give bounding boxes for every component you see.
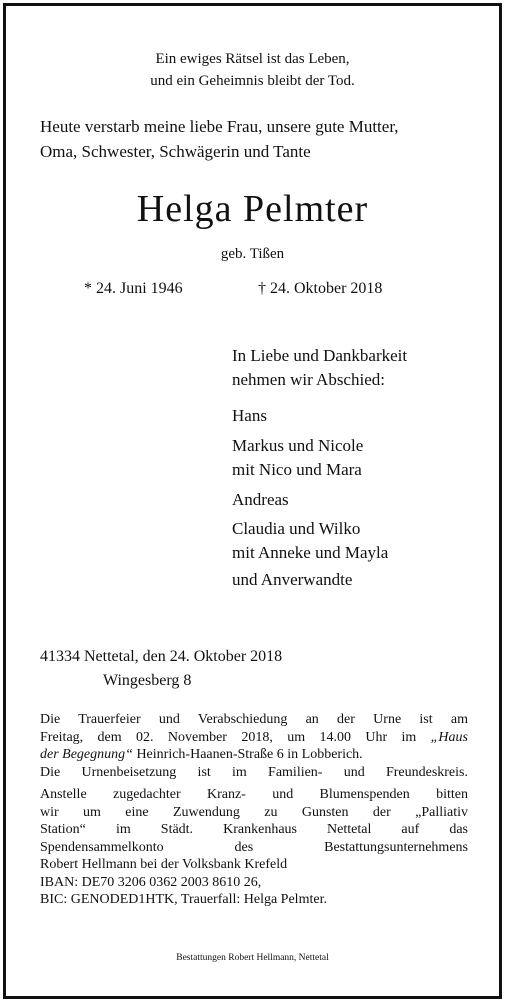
deceased-name: Helga Pelmter xyxy=(136,188,369,230)
motto-line-1: Ein ewiges Rätsel ist das Leben, xyxy=(155,51,350,67)
intro-line-2: Oma, Schwester, Schwägerin und Tante xyxy=(40,142,311,161)
donation-line-3: Station“ im Städt. Krankenhaus Nettetal auf das xyxy=(40,822,468,837)
place-date: 41334 Nettetal, den 24. Oktober 2018 xyxy=(40,648,283,665)
mourner-name: Hans xyxy=(232,406,267,425)
ceremony-line-4: Die Urnenbeisetzung ist im Familien- und Freundeskreis. xyxy=(40,765,468,780)
iban-line: IBAN: DE70 3206 0362 2003 8610 26, xyxy=(40,875,262,890)
donation-line-1: Anstelle zugedachter Kranz- und Blumenspenden bitten xyxy=(40,787,468,802)
mourner-name: mit Nico und Mara xyxy=(232,460,362,479)
donation-line-5: Robert Hellmann bei der Volksbank Krefeld xyxy=(40,857,288,872)
mourner-name: und Anverwandte xyxy=(232,570,353,589)
donation-line-4: Spendensammelkonto des Bestattungsunternehmens xyxy=(40,840,468,855)
ceremony-line-2 xyxy=(40,729,468,747)
bic-line: BIC: GENODED1HTK, Trauerfall: Helga Pelmter. xyxy=(40,892,327,907)
ceremony-line-1: Die Trauerfeier und Verabschiedung an der Urne ist am xyxy=(40,712,468,727)
address: Wingesberg 8 xyxy=(103,672,192,689)
farewell-line-1: In Liebe und Dankbarkeit xyxy=(232,346,408,365)
venue-name-start: „Haus xyxy=(430,730,468,745)
intro-line-1: Heute verstarb meine liebe Frau, unsere gute Mutter, xyxy=(40,117,399,136)
ceremony-line-3 xyxy=(40,746,363,764)
funeral-home-footer: Bestattungen Robert Hellmann, Nettetal xyxy=(176,953,329,963)
birth-date: * 24. Juni 1946 xyxy=(84,280,183,297)
motto-line-2: und ein Geheimnis bleibt der Tod. xyxy=(150,73,355,89)
venue-name-end: der Begegnung“ xyxy=(40,747,133,762)
donation-line-2: wir um eine Zuwendung zu Gunsten der „Palliativ xyxy=(40,805,468,820)
farewell-line-2: nehmen wir Abschied: xyxy=(232,370,385,389)
ceremony-text: Freitag, dem 02. November 2018, um 14.00 Uhr im xyxy=(40,730,431,745)
mourner-name: Andreas xyxy=(232,490,289,509)
mourner-name: mit Anneke und Mayla xyxy=(232,543,389,562)
death-date: † 24. Oktober 2018 xyxy=(258,280,383,297)
venue-address: Heinrich-Haanen-Straße 6 in Lobberich. xyxy=(132,747,363,762)
birth-name: geb. Tißen xyxy=(220,246,285,262)
mourner-name: Markus und Nicole xyxy=(232,436,364,455)
mourner-name: Claudia und Wilko xyxy=(232,519,361,538)
